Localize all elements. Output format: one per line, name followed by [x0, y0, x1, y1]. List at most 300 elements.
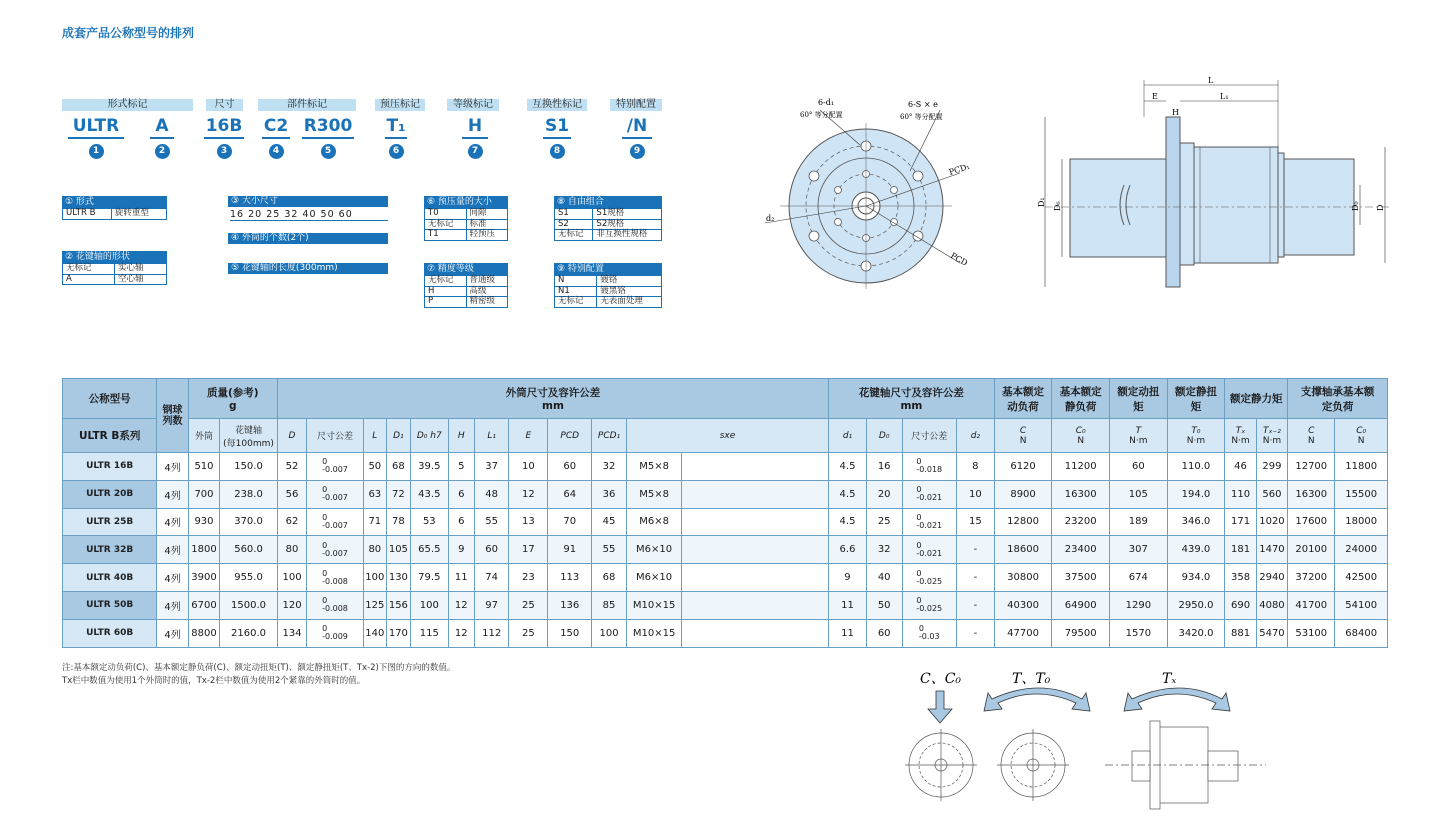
th-sub: D₀ h7	[410, 419, 448, 453]
cell-Tx2: 1020	[1256, 508, 1287, 536]
cell-L1: 48	[474, 480, 509, 508]
cell-D: 56	[277, 480, 306, 508]
label-holes-a: 6-d₁	[818, 98, 835, 107]
code-item	[68, 115, 124, 159]
legend-cell: 无标记	[63, 264, 115, 275]
cell-sD0: 60	[866, 619, 902, 647]
cell-model: ULTR 25B	[63, 508, 157, 536]
th-unit-val: N	[1019, 435, 1027, 446]
cell-PCD: 113	[548, 564, 592, 592]
th-outer-label: 外筒尺寸及容许公差	[505, 387, 601, 399]
cell-bC0: 42500	[1335, 564, 1388, 592]
cell-E: 12	[509, 480, 548, 508]
th-shaft-unit: mm	[900, 400, 923, 412]
legend-cell: ULTR B	[63, 209, 112, 220]
cell-L: 50	[363, 453, 386, 481]
cell-d1: 11	[829, 591, 867, 619]
th-sub: d₁	[829, 419, 867, 453]
cell-d2: -	[957, 591, 995, 619]
th-sym: Tₓ	[1235, 425, 1246, 436]
cell-E: 17	[509, 536, 548, 564]
cell-balls: 4列	[157, 564, 188, 592]
cell-blank	[682, 619, 829, 647]
legend-combo	[554, 196, 662, 241]
th-sub: H	[448, 419, 474, 453]
tol-upper: 0	[918, 624, 924, 634]
cell-d2: 15	[957, 508, 995, 536]
cell-sxe: M10×15	[626, 619, 682, 647]
cell-L1: 112	[474, 619, 509, 647]
cell-balls: 4列	[157, 508, 188, 536]
th-stat: 基本额定静负荷	[1052, 379, 1110, 419]
cell-tolerance	[307, 480, 364, 508]
cell-d2: -	[957, 564, 995, 592]
th-unit	[1225, 419, 1256, 453]
th-sym: Tₓ₋₂	[1263, 425, 1281, 436]
th-sub: PCD₁	[592, 419, 627, 453]
cell-d1: 4.5	[829, 508, 867, 536]
tol-lower: -0.021	[916, 520, 943, 530]
th-sub: 尺寸公差	[307, 419, 364, 453]
code-label: 预压标记	[375, 99, 425, 111]
tol-upper: 0	[322, 596, 328, 606]
th-unit	[1052, 419, 1110, 453]
cell-L1: 74	[474, 564, 509, 592]
cell-sD0: 20	[866, 480, 902, 508]
cell-C: 12800	[994, 508, 1052, 536]
code-label: 部件标记	[258, 99, 356, 111]
legend-cell: 标准	[466, 219, 508, 230]
cell-balls: 4列	[157, 480, 188, 508]
cell-H: 9	[448, 536, 474, 564]
tol-lower: -0.009	[322, 632, 348, 642]
label-holes-b: 6-S × e	[908, 100, 938, 109]
cell-blank	[682, 508, 829, 536]
cell-blank	[682, 453, 829, 481]
cell-T0: 3420.0	[1167, 619, 1225, 647]
legend-cell: S1	[555, 209, 593, 220]
cell-tolerance	[307, 453, 364, 481]
cell-T0: 194.0	[1167, 480, 1225, 508]
legend-cell: 间隙	[466, 209, 508, 220]
cell-tolerance	[307, 619, 364, 647]
th-sub: D	[277, 419, 306, 453]
code-number: 9	[630, 144, 645, 159]
code-item	[302, 115, 354, 159]
th-unit	[1288, 419, 1335, 453]
cell-D0: 65.5	[410, 536, 448, 564]
cell-H: 12	[448, 619, 474, 647]
cell-balls: 4列	[157, 453, 188, 481]
cell-D0: 53	[410, 508, 448, 536]
cell-T: 105	[1110, 480, 1168, 508]
legend-cell: 无标记	[555, 297, 597, 308]
cell-PCD: 60	[548, 453, 592, 481]
cell-E: 10	[509, 453, 548, 481]
cell-D0: 100	[410, 591, 448, 619]
cell-H: 12	[448, 591, 474, 619]
cell-m2: 370.0	[220, 508, 278, 536]
cell-d1: 4.5	[829, 480, 867, 508]
cell-D: 100	[277, 564, 306, 592]
th-sym: C₀	[1356, 425, 1367, 436]
label-L1: L₁	[1220, 92, 1229, 101]
cell-C0: 79500	[1052, 619, 1110, 647]
cell-m1: 3900	[188, 564, 219, 592]
legend-preload	[424, 196, 508, 241]
cell-Tx: 881	[1225, 619, 1256, 647]
cell-bC: 37200	[1288, 564, 1335, 592]
cell-Tx: 171	[1225, 508, 1256, 536]
cell-PCD1: 100	[592, 619, 627, 647]
th-sub: 尺寸公差	[902, 419, 957, 453]
legend-cell: 高级	[466, 286, 508, 297]
cell-tolerance	[902, 508, 957, 536]
cell-D0: 79.5	[410, 564, 448, 592]
legend-cell: P	[425, 297, 467, 308]
page-title: 成套产品公称型号的排列	[62, 26, 195, 40]
th-sub: sxe	[626, 419, 828, 453]
th-unit-val: N	[1307, 435, 1315, 446]
th-unit	[1110, 419, 1168, 453]
legend-cell: T0	[425, 209, 467, 220]
th-shaft-mass-label: 花键轴	[235, 425, 263, 436]
cell-tolerance	[902, 480, 957, 508]
label-L: L	[1208, 76, 1214, 85]
code-label: 互换性标记	[527, 99, 587, 111]
cell-bC0: 18000	[1335, 508, 1388, 536]
label-load-t: T、T₀	[1012, 671, 1051, 687]
cell-bC0: 54100	[1335, 591, 1388, 619]
front-view-drawing	[760, 95, 990, 295]
th-unit	[1256, 419, 1287, 453]
cell-m1: 8800	[188, 619, 219, 647]
cell-C: 30800	[994, 564, 1052, 592]
tol-upper: 0	[322, 457, 328, 467]
cell-L1: 55	[474, 508, 509, 536]
cell-C0: 37500	[1052, 564, 1110, 592]
th-unit-val: N·m	[1262, 435, 1282, 446]
legend-size-title: ③ 大小尺寸	[228, 196, 388, 207]
legend-cell: 无标记	[425, 276, 467, 287]
label-E: E	[1152, 92, 1158, 101]
cell-m2: 2160.0	[220, 619, 278, 647]
cell-sD0: 25	[866, 508, 902, 536]
table-row	[63, 564, 1388, 592]
cell-D1: 170	[386, 619, 410, 647]
cell-sxe: M6×8	[626, 508, 682, 536]
cell-m2: 1500.0	[220, 591, 278, 619]
code-number: 4	[269, 144, 284, 159]
legend-preload-title: ⑥ 预压量的大小	[424, 196, 508, 208]
th-sym: C	[1019, 425, 1027, 436]
label-load-c: C、C₀	[920, 671, 962, 687]
code-value: ULTR	[68, 115, 124, 139]
code-number: 8	[550, 144, 565, 159]
th-torque: 额定动扭矩	[1110, 379, 1168, 419]
cell-D: 134	[277, 619, 306, 647]
arrow-down-icon	[928, 691, 952, 723]
cell-T0: 346.0	[1167, 508, 1225, 536]
legend-cell: 旋转重型	[111, 209, 166, 220]
table-row	[63, 536, 1388, 564]
tol-lower: -0.008	[322, 604, 348, 614]
th-unit-val: N	[1357, 435, 1365, 446]
cell-D1: 105	[386, 536, 410, 564]
th-sym: C	[1308, 425, 1315, 436]
tol-upper: 0	[322, 568, 328, 578]
cell-T: 1570	[1110, 619, 1168, 647]
tol-upper: 0	[916, 540, 922, 550]
cell-tolerance	[902, 536, 957, 564]
code-item	[385, 115, 407, 159]
legend-form-title: ① 形式	[62, 196, 167, 208]
code-number: 6	[389, 144, 404, 159]
cell-bC0: 15500	[1335, 480, 1388, 508]
legend-cell: 轻预压	[466, 230, 508, 241]
cell-C0: 16300	[1052, 480, 1110, 508]
label-D1: D₁	[1037, 197, 1046, 207]
legend-cell: S1规格	[593, 209, 662, 220]
cell-sD0: 32	[866, 536, 902, 564]
cell-L: 140	[363, 619, 386, 647]
th-unit	[1167, 419, 1225, 453]
tol-lower: -0.007	[322, 520, 348, 530]
legend-cell: H	[425, 286, 467, 297]
tol-lower: -0.007	[322, 493, 348, 503]
cell-D: 62	[277, 508, 306, 536]
tol-upper: 0	[916, 596, 922, 606]
cell-PCD1: 68	[592, 564, 627, 592]
cell-blank	[682, 480, 829, 508]
note-line: Tx栏中数值为使用1个外筒时的值，Tx-2栏中数值为使用2个紧靠的外筒时的值。	[62, 676, 366, 686]
legend-special	[554, 263, 662, 308]
cell-Tx: 358	[1225, 564, 1256, 592]
th-mass	[188, 379, 277, 419]
cell-D0: 43.5	[410, 480, 448, 508]
cell-T0: 2950.0	[1167, 591, 1225, 619]
cell-tolerance	[307, 536, 364, 564]
cell-L: 80	[363, 536, 386, 564]
code-item	[150, 115, 174, 159]
th-sym: T	[1135, 425, 1142, 436]
legend-grade	[424, 263, 508, 308]
th-outer	[277, 379, 828, 419]
legend-shaft-title: ② 花键轴的形状	[62, 251, 167, 263]
table-row	[63, 591, 1388, 619]
cell-bC0: 24000	[1335, 536, 1388, 564]
th-sub: PCD	[548, 419, 592, 453]
th-mass-label: 质量(参考)	[207, 387, 259, 399]
code-item	[543, 115, 571, 159]
cell-D1: 78	[386, 508, 410, 536]
th-dyn: 基本额定动负荷	[994, 379, 1052, 419]
cell-d2: 8	[957, 453, 995, 481]
cell-E: 13	[509, 508, 548, 536]
label-D0: D₀	[1351, 201, 1360, 211]
cell-m1: 700	[188, 480, 219, 508]
table-row	[63, 619, 1388, 647]
cell-C: 47700	[994, 619, 1052, 647]
th-unit	[1335, 419, 1388, 453]
cell-Tx: 690	[1225, 591, 1256, 619]
tol-lower: -0.007	[322, 465, 348, 475]
cell-PCD1: 45	[592, 508, 627, 536]
cell-blank	[682, 564, 829, 592]
cell-T: 60	[1110, 453, 1168, 481]
load-direction-diagrams	[900, 665, 1280, 815]
th-unit-val: N·m	[1186, 435, 1206, 446]
th-shaft-label: 花键轴尺寸及容许公差	[858, 387, 964, 399]
cell-D1: 68	[386, 453, 410, 481]
code-item	[204, 115, 244, 159]
cell-L1: 97	[474, 591, 509, 619]
legend-count: ④ 外筒的个数(2个)	[228, 233, 388, 244]
code-value: A	[150, 115, 174, 139]
label-D: D	[1376, 204, 1385, 211]
cell-sD0: 50	[866, 591, 902, 619]
cell-PCD1: 36	[592, 480, 627, 508]
cell-C0: 64900	[1052, 591, 1110, 619]
cell-H: 6	[448, 480, 474, 508]
cell-bC: 16300	[1288, 480, 1335, 508]
cell-model: ULTR 16B	[63, 453, 157, 481]
cell-PCD: 91	[548, 536, 592, 564]
cell-model: ULTR 50B	[63, 591, 157, 619]
legend-cell: 镀黑铬	[597, 286, 662, 297]
cell-T: 674	[1110, 564, 1168, 592]
cell-E: 23	[509, 564, 548, 592]
label-Dh: D₆	[1053, 201, 1062, 211]
th-sym: T₀	[1191, 425, 1201, 436]
tol-lower: -0.025	[916, 576, 943, 586]
cell-tolerance	[902, 564, 957, 592]
code-number: 5	[321, 144, 336, 159]
legend-form	[62, 196, 167, 220]
th-moment: 额定静力矩	[1225, 379, 1288, 419]
cell-d2: 10	[957, 480, 995, 508]
code-value: H	[462, 115, 488, 139]
legend-cell: 无标记	[425, 219, 467, 230]
cell-sxe: M6×10	[626, 536, 682, 564]
code-item	[622, 115, 652, 159]
tol-lower: -0.018	[916, 465, 943, 475]
legend-cell: 普通级	[466, 276, 508, 287]
cell-C: 6120	[994, 453, 1052, 481]
cell-T: 1290	[1110, 591, 1168, 619]
cell-sD0: 16	[866, 453, 902, 481]
cell-L1: 37	[474, 453, 509, 481]
cell-model: ULTR 32B	[63, 536, 157, 564]
cell-L: 125	[363, 591, 386, 619]
cell-E: 25	[509, 619, 548, 647]
th-sym: C₀	[1075, 425, 1086, 436]
legend-cell: N	[555, 276, 597, 287]
cell-H: 6	[448, 508, 474, 536]
legend-cell: 精密级	[466, 297, 508, 308]
code-number: 1	[89, 144, 104, 159]
table-row	[63, 453, 1388, 481]
legend-cell: A	[63, 274, 115, 285]
tol-upper: 0	[916, 457, 922, 467]
th-unit	[994, 419, 1052, 453]
notes	[62, 662, 455, 688]
tol-upper: 0	[916, 485, 922, 495]
label-load-tx: Tₓ	[1162, 671, 1177, 687]
cell-C: 18600	[994, 536, 1052, 564]
cell-d2: -	[957, 536, 995, 564]
cell-PCD: 64	[548, 480, 592, 508]
legend-combo-title: ⑧ 自由组合	[554, 196, 662, 208]
th-sub: E	[509, 419, 548, 453]
code-value: T₁	[385, 115, 407, 139]
code-number: 2	[155, 144, 170, 159]
code-value: S1	[543, 115, 571, 139]
legend-cell: N1	[555, 286, 597, 297]
cell-m1: 930	[188, 508, 219, 536]
code-value: /N	[622, 115, 652, 139]
label-d2: d₂	[766, 214, 775, 223]
cell-D0: 39.5	[410, 453, 448, 481]
legend-cell: 镀铬	[597, 276, 662, 287]
code-item	[262, 115, 290, 159]
cell-d2: -	[957, 619, 995, 647]
cell-m1: 510	[188, 453, 219, 481]
cell-H: 5	[448, 453, 474, 481]
side-view-drawing	[1037, 75, 1400, 295]
cell-balls: 4列	[157, 536, 188, 564]
cell-D1: 72	[386, 480, 410, 508]
cell-Tx2: 560	[1256, 480, 1287, 508]
legend-shaft	[62, 251, 167, 285]
th-shaft-mass	[220, 419, 278, 453]
th-sub: d₂	[957, 419, 995, 453]
cell-d1: 6.6	[829, 536, 867, 564]
cell-blank	[682, 591, 829, 619]
code-label: 等级标记	[447, 99, 499, 111]
cell-Tx2: 299	[1256, 453, 1287, 481]
th-unit-val: N	[1077, 435, 1085, 446]
cell-bC0: 11800	[1335, 453, 1388, 481]
cell-T0: 934.0	[1167, 564, 1225, 592]
cell-m2: 150.0	[220, 453, 278, 481]
legend-length: ⑤ 花键轴的长度(300mm)	[228, 263, 388, 274]
cell-D1: 130	[386, 564, 410, 592]
cell-tolerance	[902, 591, 957, 619]
cell-PCD: 136	[548, 591, 592, 619]
cell-L: 100	[363, 564, 386, 592]
th-sub: D₁	[386, 419, 410, 453]
cell-bC: 53100	[1288, 619, 1335, 647]
cell-C: 40300	[994, 591, 1052, 619]
cell-H: 11	[448, 564, 474, 592]
table-row	[63, 480, 1388, 508]
th-unit-val: N·m	[1129, 435, 1148, 446]
label-holes-a-note: 60° 等分配置	[800, 111, 843, 119]
rotate-arrow-icon	[984, 688, 1090, 711]
tol-upper: 0	[322, 485, 328, 495]
cell-sxe: M10×15	[626, 591, 682, 619]
cell-D: 120	[277, 591, 306, 619]
cell-bC: 41700	[1288, 591, 1335, 619]
cell-PCD1: 85	[592, 591, 627, 619]
cell-PCD1: 32	[592, 453, 627, 481]
th-mass-unit: g	[229, 400, 237, 412]
cell-d1: 11	[829, 619, 867, 647]
cell-bC: 12700	[1288, 453, 1335, 481]
label-holes-b-note: 60° 等分配置	[900, 113, 943, 121]
cell-sD0: 40	[866, 564, 902, 592]
